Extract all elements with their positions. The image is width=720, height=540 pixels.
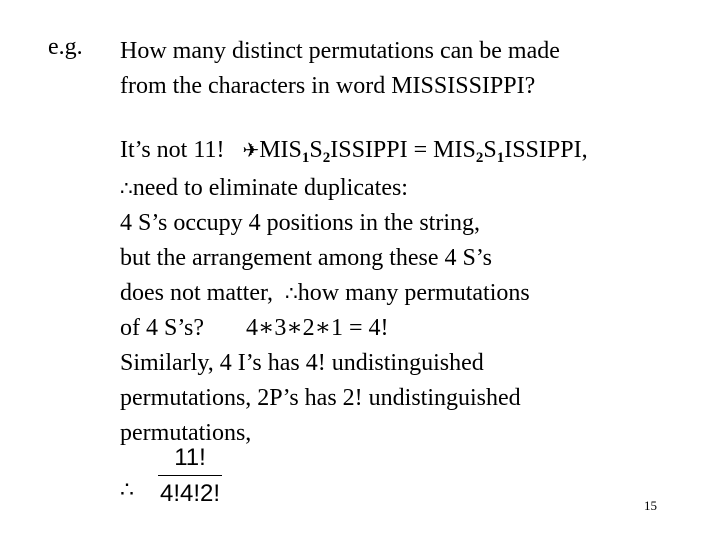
therefore-symbol: ∴ [285, 281, 298, 305]
fraction-bar [158, 475, 222, 476]
does-not-matter-text: does not matter, [120, 280, 273, 306]
explanation-line-8: permutations, 2P’s has 2! undistinguished [120, 385, 521, 411]
fraction-numerator: 11! [174, 444, 206, 471]
therefore-symbol: ∴ [120, 176, 133, 200]
explanation-line-5 [120, 276, 588, 311]
fraction-denominator: 4!4!2! [159, 480, 221, 507]
explanation-line-6 [120, 311, 588, 346]
subscript: 2 [475, 150, 484, 166]
result-fraction [158, 444, 222, 508]
explanation-text [120, 133, 588, 451]
factorial-expression: 4∗3∗2∗1 = 4! [246, 315, 389, 341]
subscript: 1 [301, 150, 310, 166]
airplane-arrow-icon: ✈ [242, 138, 260, 162]
explanation-line-3: 4 S’s occupy 4 positions in the string, [120, 210, 480, 236]
explanation-line-7: Similarly, 4 I’s has 4! undistinguished [120, 350, 484, 376]
word-part: S [483, 137, 497, 163]
question-text [120, 34, 560, 104]
word-part: ISSIPPI, [504, 137, 588, 163]
explanation-line-1 [120, 133, 588, 171]
word-part: S [309, 137, 323, 163]
therefore-symbol: ∴ [120, 478, 134, 503]
subscript: 2 [322, 150, 331, 166]
example-label: e.g. [48, 34, 83, 60]
question-line-1: How many distinct permutations can be made [120, 38, 560, 64]
subscript: 1 [496, 150, 505, 166]
explanation-line-4: but the arrangement among these 4 S’s [120, 245, 492, 271]
explanation-line-9: permutations, [120, 420, 252, 446]
how-many-text: how many permutations [297, 280, 530, 306]
of-4-s-text: of 4 S’s? [120, 315, 204, 341]
page-number: 15 [644, 498, 657, 513]
explanation-line-2 [120, 171, 588, 206]
duplicates-text: need to eliminate duplicates: [132, 175, 408, 201]
question-line-2: from the characters in word MISSISSIPPI? [120, 73, 536, 99]
word-part: ISSIPPI = MIS [330, 137, 476, 163]
not-11-text: It’s not 11! [120, 137, 225, 163]
word-part: MIS [259, 137, 302, 163]
